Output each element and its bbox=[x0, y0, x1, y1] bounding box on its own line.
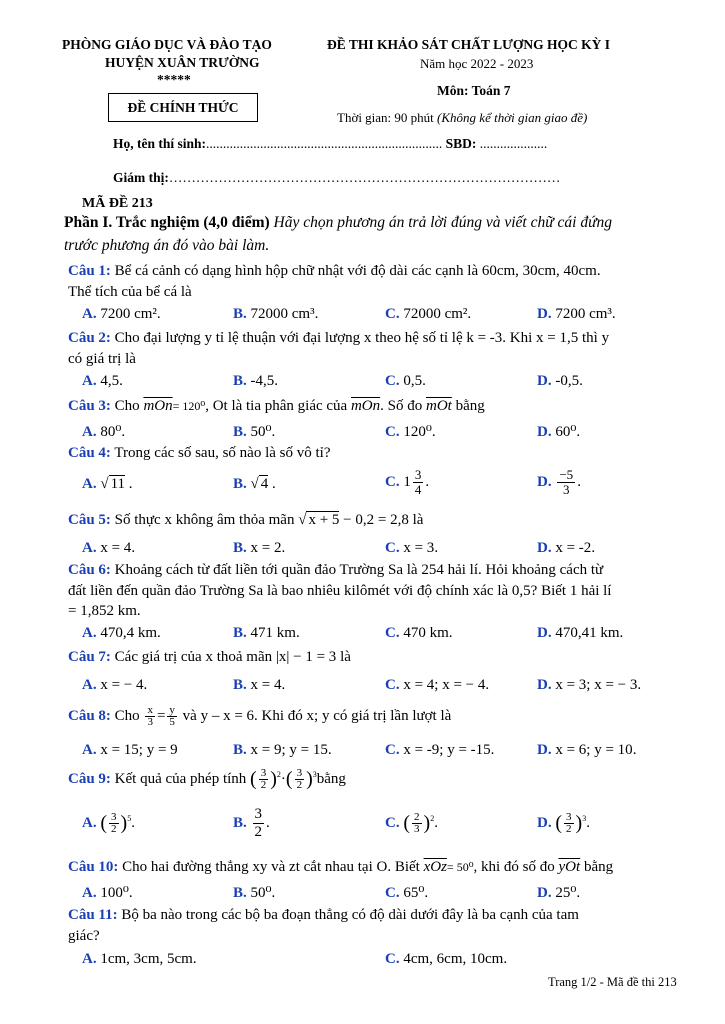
q8-option-d: D. x = 6; y = 10. bbox=[537, 742, 637, 758]
q1-option-d: D. 7200 cm³. bbox=[537, 306, 616, 322]
q9-option-c: C. ( $\frac{2}{3}$ )$^2$. bbox=[385, 811, 438, 835]
q6-option-a: A. 470,4 km. bbox=[82, 625, 161, 641]
part1-instruction: trước phương án đó vào bài làm. bbox=[64, 237, 270, 254]
q10-option-c: C. 65⁰. bbox=[385, 885, 429, 901]
question-2: Câu 2: Cho đại lượng y tỉ lệ thuận với đại lượng x theo hệ số tỉ lệ k = -3. Khi x = 1,5 thì y bbox=[68, 330, 610, 346]
stars: ***** bbox=[157, 72, 191, 87]
department-name: PHÒNG GIÁO DỤC VÀ ĐÀO TẠO bbox=[62, 37, 272, 52]
q9-option-b: B. $\frac{3}{2}$ . bbox=[233, 806, 270, 840]
q3-option-a: A. 80⁰. bbox=[82, 424, 126, 440]
question-11: Câu 11: Bộ ba nào trong các bộ ba đoạn thẳng có độ dài dưới đây là ba cạnh của tam bbox=[68, 907, 579, 923]
q2-option-a: A. 4,5. bbox=[82, 373, 123, 389]
candidate-name-line: Họ, tên thí sinh:...................................................................... SBD: .................... bbox=[113, 136, 548, 151]
q2-option-d: D. -0,5. bbox=[537, 373, 583, 389]
q8-option-b: B. x = 9; y = 15. bbox=[233, 742, 332, 758]
q2-option-c: C. 0,5. bbox=[385, 373, 426, 389]
q7-option-d: D. x = 3; x = − 3. bbox=[537, 677, 642, 693]
q2-option-b: B. -4,5. bbox=[233, 373, 279, 389]
question-7: Câu 7: Các giá trị của x thoả mãn |x| − 1 = 3 là bbox=[68, 649, 351, 665]
q7-option-c: C. x = 4; x = − 4. bbox=[385, 677, 490, 693]
question-6: Câu 6: Khoảng cách từ đất liền tới quần đảo Trường Sa là 254 hải lí. Hỏi khoảng cách từ bbox=[68, 562, 604, 578]
q8-option-a: A. x = 15; y = 9 bbox=[82, 742, 178, 758]
proctor-line: Giám thị:…………………………………………………………………………… bbox=[113, 170, 561, 185]
question-8: Câu 8: Cho $\frac{x}{3}$ = $\frac{y}{5}$ và y – x = 6. Khi đó x; y có giá trị lần lượt là bbox=[68, 704, 452, 728]
q4-option-a: A. √ 11 . bbox=[82, 476, 133, 492]
question-4: Câu 4: Trong các số sau, số nào là số vô tỉ? bbox=[68, 445, 331, 461]
q6-option-d: D. 470,41 km. bbox=[537, 625, 624, 641]
q5-option-c: C. x = 3. bbox=[385, 540, 439, 556]
page-footer: Trang 1/2 - Mã đề thi 213 bbox=[548, 975, 677, 989]
q5-option-d: D. x = -2. bbox=[537, 540, 596, 556]
q3-option-c: C. 120⁰. bbox=[385, 424, 436, 440]
exam-title: ĐỀ THI KHẢO SÁT CHẤT LƯỢNG HỌC KỲ I bbox=[327, 37, 611, 52]
question-5: Câu 5: Số thực x không âm thỏa mãn √ x + 5 − 0,2 = 2,8 là bbox=[68, 512, 424, 528]
subject: Môn: Toán 7 bbox=[437, 83, 511, 98]
q7-option-a: A. x = − 4. bbox=[82, 677, 148, 693]
q1-option-a: A. 7200 cm². bbox=[82, 306, 161, 322]
question-3: Câu 3: Cho $\overline{mOn}= 120^0$, Ot là tia phân giác của $\overline{mOn}$. Số đo $\overline{mOt}$ bằng bbox=[68, 398, 485, 414]
question-6-cont: đất liền đến quần đảo Trường Sa là bao nhiêu kilômét với độ chính xác là 0,5? Biết 1 hải lí bbox=[68, 583, 612, 599]
time-line: Thời gian: 90 phút (Không kể thời gian giao đề) bbox=[337, 110, 588, 125]
q3-option-d: D. 60⁰. bbox=[537, 424, 581, 440]
q10-option-a: A. 100⁰. bbox=[82, 885, 133, 901]
q9-option-d: D. ( $\frac{3}{2}$ )$^3$. bbox=[537, 811, 590, 835]
question-2-cont: có giá trị là bbox=[68, 351, 136, 367]
part1-heading: Phần I. Trắc nghiệm (4,0 điểm) Hãy chọn phương án trả lời đúng và viết chữ cái đứng bbox=[64, 214, 613, 231]
q1-option-b: B. 72000 cm³. bbox=[233, 306, 319, 322]
q9-option-a: A. ( $\frac{3}{2}$ )$^5$. bbox=[82, 811, 135, 835]
district-name: HUYỆN XUÂN TRƯỜNG bbox=[105, 55, 260, 70]
q11-option-a: A. 1cm, 3cm, 5cm. bbox=[82, 951, 197, 967]
q8-option-c: C. x = -9; y = -15. bbox=[385, 742, 495, 758]
official-stamp: ĐỀ CHÍNH THỨC bbox=[108, 93, 258, 122]
question-10: Câu 10: Cho hai đường thẳng xy và zt cắt nhau tại O. Biết $\overline{xOz}= 50^0$, khi đó số đo $\overline{yOt}$ bằng bbox=[68, 859, 614, 875]
q11-option-c: C. 4cm, 6cm, 10cm. bbox=[385, 951, 508, 967]
question-6-cont2: = 1,852 km. bbox=[68, 603, 141, 619]
q4-option-c: C. 1 $\frac{3}{4}$ . bbox=[385, 467, 430, 497]
q5-option-b: B. x = 2. bbox=[233, 540, 286, 556]
school-year: Năm học 2022 - 2023 bbox=[420, 56, 534, 71]
q5-option-a: A. x = 4. bbox=[82, 540, 136, 556]
exam-code: MÃ ĐỀ 213 bbox=[82, 196, 153, 211]
q7-option-b: B. x = 4. bbox=[233, 677, 286, 693]
q1-option-c: C. 72000 cm². bbox=[385, 306, 472, 322]
question-11-cont: giác? bbox=[68, 928, 100, 944]
question-1: Câu 1: Bể cá cảnh có dạng hình hộp chữ nhật với độ dài các cạnh là 60cm, 30cm, 40cm. bbox=[68, 263, 601, 279]
question-9: Câu 9: Kết quả của phép tính ( $\frac{3}{2}$ )$^2$·( $\frac{3}{2}$ )$^3$bằng bbox=[68, 767, 346, 791]
q6-option-c: C. 470 km. bbox=[385, 625, 453, 641]
q10-option-b: B. 50⁰. bbox=[233, 885, 276, 901]
q4-option-d: D. $\frac{-5}{3}$ . bbox=[537, 467, 581, 497]
q4-option-b: B. √ 4 . bbox=[233, 476, 276, 492]
question-1-cont: Thể tích của bể cá là bbox=[68, 284, 192, 300]
q6-option-b: B. 471 km. bbox=[233, 625, 300, 641]
q10-option-d: D. 25⁰. bbox=[537, 885, 581, 901]
q3-option-b: B. 50⁰. bbox=[233, 424, 276, 440]
